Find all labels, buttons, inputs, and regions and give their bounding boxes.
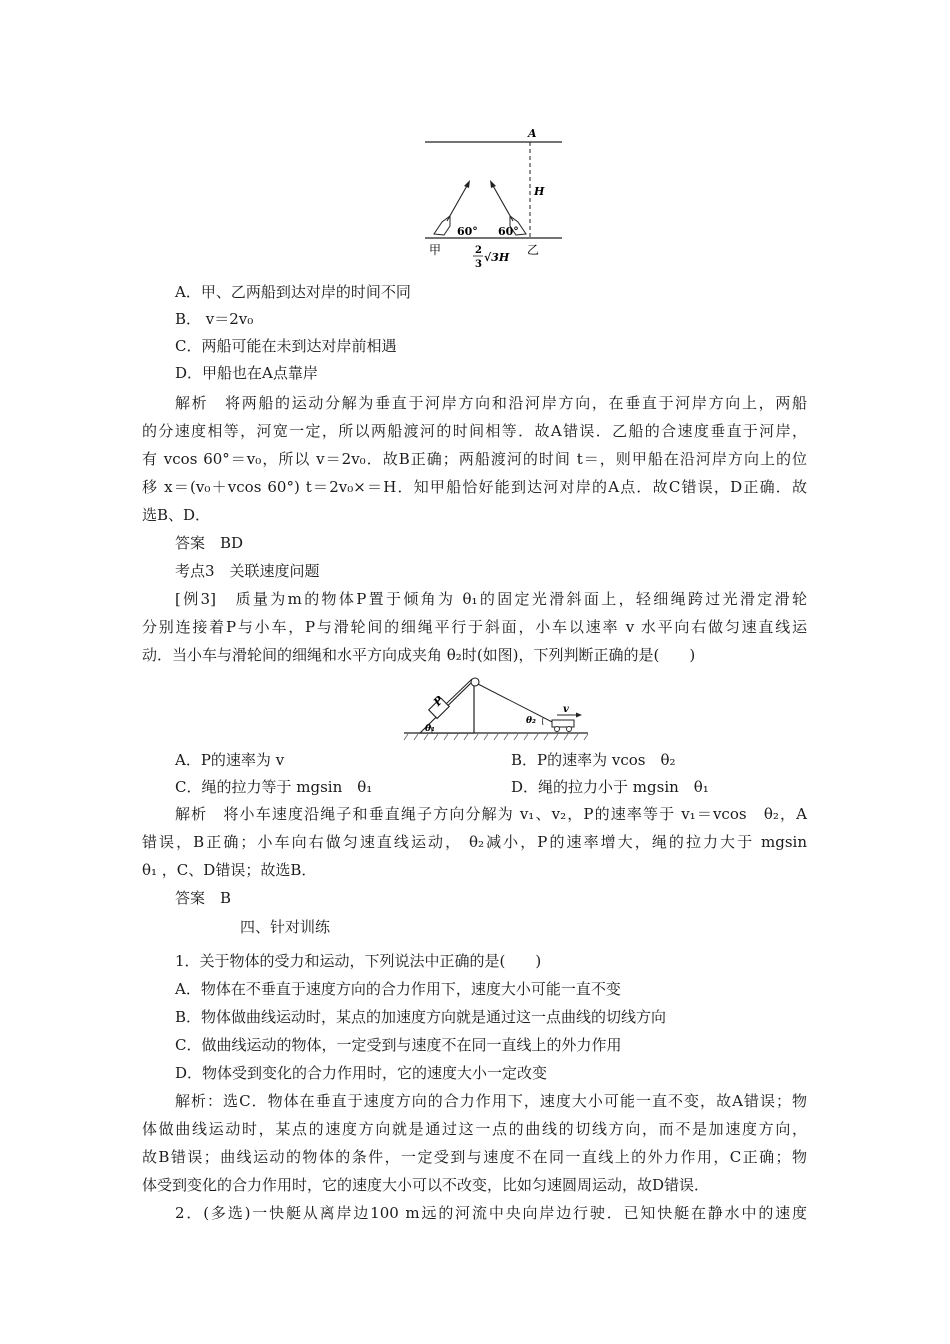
example-option-c: C．绳的拉力等于 mgsin θ₁	[175, 778, 373, 796]
point-a-label: A	[528, 127, 537, 140]
question-1-analysis-line: 体做曲线运动时，某点的速度方向就是通过这一点的曲线的切线方向，而不是加速度方向，	[142, 1120, 807, 1138]
jia-label: 甲	[429, 243, 442, 257]
example-analysis-line: 错误，B正确；小车向右做匀速直线运动， θ₂减小，P的速率增大，绳的拉力大于 mgsin	[142, 833, 807, 851]
answer: 答案 BD	[175, 534, 244, 552]
distance-label: √3H	[484, 251, 510, 264]
analysis-line: 选B、D．	[142, 506, 211, 524]
angle-right-label: 60°	[498, 225, 519, 238]
question-1-option-d: D．物体受到变化的合力作用时，它的速度大小一定改变	[175, 1064, 548, 1082]
analysis-line: 解析 将两船的运动分解为垂直于河岸方向和沿河岸方向，在垂直于河岸方向上，两船	[175, 394, 807, 412]
velocity-v-label: v	[563, 704, 569, 715]
question-1-option-c: C．做曲线运动的物体，一定受到与速度不在同一直线上的外力作用	[175, 1036, 622, 1054]
example-stem-line: 分别连接着P与小车，P与滑轮间的细绳平行于斜面，小车以速率 v 水平向右做匀速直线运	[142, 618, 807, 636]
option-b: B． v＝2v₀	[175, 310, 254, 328]
theta2-label: θ₂	[526, 716, 536, 726]
fraction-denominator: 3	[475, 259, 482, 270]
analysis-line: 的分速度相等，河宽一定，所以两船渡河的时间相等．故A错误．乙船的合速度垂直于河岸，	[142, 422, 807, 440]
height-h-label: H	[534, 185, 545, 198]
section-heading-training: 四、针对训练	[240, 918, 331, 936]
angle-left-label: 60°	[457, 225, 478, 238]
example-analysis-line: θ₁ ，C、D错误；故选B．	[142, 861, 317, 879]
fraction-numerator: 2	[475, 245, 482, 256]
section-heading: 考点3 关联速度问题	[175, 562, 320, 580]
option-c: C．两船可能在未到达对岸前相遇	[175, 337, 397, 355]
yi-label: 乙	[527, 243, 540, 257]
option-a: A．甲、乙两船到达对岸的时间不同	[175, 283, 411, 301]
question-1-analysis-line: 体受到变化的合力作用时，它的速度大小可以不改变，比如匀速圆周运动，故D错误．	[142, 1176, 710, 1194]
question-1-option-b: B．物体做曲线运动时，某点的加速度方向就是通过这一点曲线的切线方向	[175, 1008, 667, 1026]
example-option-a: A．P的速率为 v	[175, 751, 285, 769]
theta1-label: θ₁	[425, 724, 435, 734]
river-crossing-figure	[420, 122, 570, 282]
question-1-analysis-line: 故B错误；曲线运动的物体的条件，一定受到与速度不在同一直线上的外力作用，C正确；物	[142, 1148, 807, 1166]
option-d: D．甲船也在A点靠岸	[175, 364, 318, 382]
question-1-stem: 1．关于物体的受力和运动，下列说法中正确的是( )	[175, 952, 542, 970]
question-2-stem: 2．(多选)一快艇从离岸边100 m远的河流中央向岸边行驶．已知快艇在静水中的速度	[175, 1204, 807, 1222]
example-stem-line: [例3] 质量为m的物体P置于倾角为 θ₁的固定光滑斜面上，轻细绳跨过光滑定滑轮	[175, 590, 807, 608]
example-stem-line: 动．当小车与滑轮间的细绳和水平方向成夹角 θ₂时(如图)，下列判断正确的是( )	[142, 646, 696, 664]
incline-pulley-figure	[402, 674, 592, 742]
example-option-b: B．P的速率为 vcos θ₂	[511, 751, 676, 769]
analysis-line: 移 x＝(v₀＋vcos 60°) t＝2v₀×＝H．知甲船恰好能到达河对岸的A点．故C错误，D正确．故	[142, 478, 807, 496]
example-analysis-line: 解析 将小车速度沿绳子和垂直绳子方向分解为 v₁、v₂，P的速率等于 v₁＝vcos θ₂，A	[175, 805, 807, 823]
question-1-option-a: A．物体在不垂直于速度方向的合力作用下，速度大小可能一直不变	[175, 980, 621, 998]
example-answer: 答案 B	[175, 889, 232, 907]
example-option-d: D．绳的拉力小于 mgsin θ₁	[511, 778, 709, 796]
analysis-line: 有 vcos 60°＝v₀，所以 v＝2v₀．故B正确；两船渡河的时间 t＝，则甲船在沿河岸方向上的位	[142, 450, 807, 468]
block-p-label: P	[430, 693, 446, 709]
question-1-analysis-line: 解析：选C．物体在垂直于速度方向的合力作用下，速度大小可能一直不变，故A错误；物	[175, 1092, 807, 1110]
